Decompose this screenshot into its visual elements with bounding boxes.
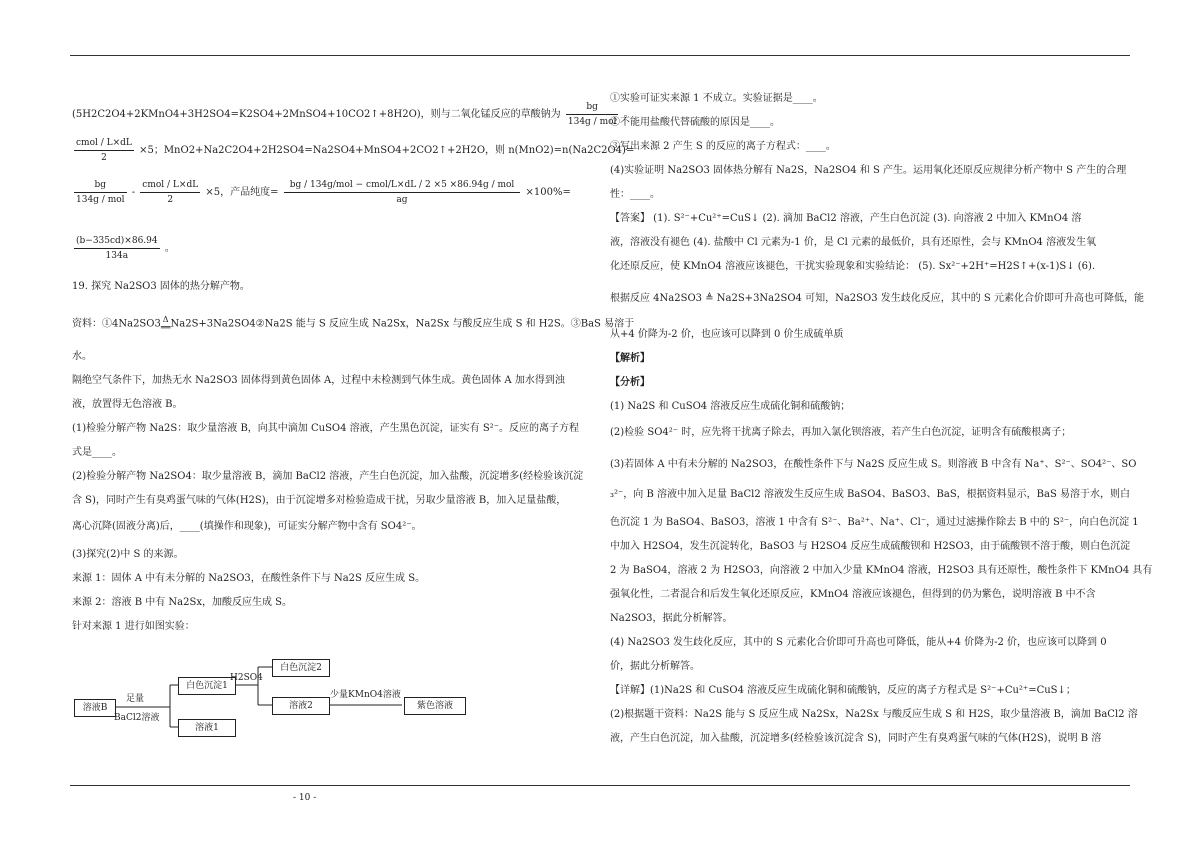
info-line: 资料：①4Na2SO3 Δ ══Na2S+3Na2SO4②Na2S 能与 S 反应生成 Na2Sx，Na2Sx 与酸反应生成 S 和 H2S。③BaS 易溶于: [72, 315, 635, 332]
analysis-subheading: 【分析】: [610, 377, 650, 388]
text-line: 2 为 BaSO4，溶液 2 为 H2SO3，向溶液 2 中加入少量 KMnO4 溶液，H2SO3 具有还原性，酸性条件下 KMnO4 具有: [610, 565, 1153, 576]
text-line: 来源 1：固体 A 中有未分解的 Na2SO3，在酸性条件下与 Na2S 反应生成 S。: [72, 573, 426, 584]
purity-fraction: $\frac{\text{bg / 134g/mol − cmol/L×dL / 2 ×5 ×86.94g / mol}}{ag}$: [284, 178, 521, 207]
text-line: 来源 2：溶液 B 中有 Na2Sx，加酸反应生成 S。: [72, 597, 293, 608]
bottom-rule: [70, 785, 1130, 786]
answer-line: 液，溶液没有褪色 (4). 盐酸中 Cl 元素为-1 价，是 Cl 元素的最低价，具有还原性，会与 KMnO4 溶液发生氧: [610, 237, 1097, 248]
text-line: 强氧化性，二者混合和后发生氧化还原反应，KMnO4 溶液应该褪色，但得到的仍为紫色，说明溶液 B 中不含: [610, 589, 1096, 600]
text-line: 液，产生白色沉淀，加入盐酸，沉淀增多(经检验该沉淀含 S)，同时产生有臭鸡蛋气味的气体(H2S)，说明 B 溶: [610, 733, 1102, 744]
text-line: 针对来源 1 进行如图实验：: [72, 621, 195, 632]
bacl2-label: BaCl2溶液: [114, 713, 160, 723]
fraction-bg-2: $\frac{bg}{\text{134g / mol}}$: [76, 180, 125, 205]
text-line: 离心沉降(固液分离)后，____(填操作和现象)，可证实分解产物中含有 SO4²⁻。: [72, 521, 422, 532]
formula-line-4: $\frac{(b-335cd)\times 86.94}{134a}$ 。: [76, 236, 175, 261]
text-line: (3)若固体 A 中有未分解的 Na2SO3，在酸性条件下与 Na2S 反应生成 S。则溶液 B 中含有 Na⁺、S²⁻、SO4²⁻、SO: [610, 459, 1137, 470]
heat-arrow: Δ ══: [160, 315, 171, 332]
text-line: ₃²⁻，向 B 溶液中加入足量 BaCl2 溶液发生反应生成 BaSO4、BaSO3、BaS，根据资料显示，BaS 易溶于水，则白: [610, 489, 1131, 500]
text-line: 性：____。: [610, 189, 660, 200]
text-line: (1) Na2S 和 CuSO4 溶液反应生成硫化铜和硫酸钠；: [610, 401, 851, 412]
white-precipitate-2-box: 白色沉淀2: [272, 659, 330, 677]
text-line: Na2SO3，据此分析解答。: [610, 613, 733, 624]
text-line: 式是____。: [72, 447, 122, 458]
formula-line-2: $\frac{\text{cmol / L×dL}}{2}$ ×5；MnO2+Na2C2O4+2H2SO4=Na2SO4+MnSO4+2CO2↑+2H2O，则 n(MnO2)=n(Na2C2O4)=: [76, 138, 635, 163]
fraction-c-d: $\frac{\text{cmol / L×dL}}{2}$: [76, 138, 132, 163]
answer-line: 【答案】 (1). S²⁻+Cu²⁺=CuS↓ (2). 滴加 BaCl2 溶液，产生白色沉淀 (3). 向溶液 2 中加入 KMnO4 溶: [610, 213, 1082, 224]
text-line: 液，放置得无色溶液 B。: [72, 399, 183, 410]
text-line: (1)检验分解产物 Na2S：取少量溶液 B，向其中滴加 CuSO4 溶液，产生黑色沉淀，证实有 S²⁻。反应的离子方程: [72, 423, 579, 434]
answer-line: 根据反应 4Na2SO3 ≜ Na2S+3Na2SO4 可知，Na2SO3 发生歧化反应，其中的 S 元素化合价即可升高也可降低，能: [610, 293, 1144, 304]
text-line: (3)探究(2)中 S 的来源。: [72, 549, 184, 560]
formula-line-3: $\frac{bg}{\text{134g / mol}}$ - $\frac{\text{cmol / L×dL}}{2}$ ×5，产品纯度= $\frac{\text{bg / 134g/mol − cmol/L×dL / 2 ×5 ×86.94g / mol}}{ag}$ ×100%=: [76, 180, 571, 205]
text-line: (4)实验证明 Na2SO3 固体热分解有 Na2S，Na2SO4 和 S 产生。运用氧化还原反应规律分析产物中 S 产生的合理: [610, 165, 1127, 176]
kmno4-label: 少量KMnO4溶液: [330, 690, 401, 700]
result-fraction: $\frac{(b-335cd)\times 86.94}{134a}$: [76, 236, 158, 261]
text-line: ①实验可证实来源 1 不成立。实验证据是____。: [610, 93, 823, 104]
text-line: ②不能用盐酸代替硫酸的原因是____。: [610, 117, 780, 128]
answer-line: 从+4 价降为-2 价，也应该可以降到 0 价生成硫单质: [610, 329, 844, 340]
answer-line: 化还原反应，使 KMnO4 溶液应该褪色，干扰实验现象和实验结论： (5). Sx²⁻+2H⁺=H2S↑+(x-1)S↓ (6).: [610, 261, 1096, 272]
info-line-2: 水。: [72, 351, 92, 362]
text-line: (2)检验分解产物 Na2SO4：取少量溶液 B，滴加 BaCl2 溶液，产生白色沉淀，加入盐酸，沉淀增多(经检验该沉淀: [72, 471, 584, 482]
solution-1-box: 溶液1: [178, 719, 236, 737]
experiment-diagram: [72, 655, 492, 745]
text-line: 色沉淀 1 为 BaSO4、BaSO3，溶液 1 中含有 S²⁻、Ba²⁺、Na⁺、Cl⁻，通过过滤操作除去 B 中的 S²⁻，向白色沉淀 1: [610, 517, 1139, 528]
analysis-heading: 【解析】: [610, 353, 650, 364]
text-line: 中加入 H2SO4，发生沉淀转化，BaSO3 与 H2SO4 反应生成硫酸钡和 H2SO3，由于硫酸钡不溶于酸，则白色沉淀: [610, 541, 1131, 552]
text-line: 价，据此分析解答。: [610, 661, 700, 672]
page-number: - 10 -: [293, 793, 317, 803]
text-line: (2)根据题干资料：Na2S 能与 S 反应生成 Na2Sx，Na2Sx 与酸反应生成 S 和 H2S，取少量溶液 B，滴加 BaCl2 溶: [610, 709, 1138, 720]
detail-line: 【详解】(1)Na2S 和 CuSO4 溶液反应生成硫化铜和硫酸钠，反应的离子方程式是 S²⁻+Cu²⁺=CuS↓；: [610, 685, 1076, 696]
solution-b-box: 溶液B: [74, 699, 116, 717]
h2so4-label: H2SO4: [230, 673, 263, 683]
text-line: ③写出来源 2 产生 S 的反应的离子方程式：____。: [610, 141, 836, 152]
text-line: (4) Na2SO3 发生歧化反应，其中的 S 元素化合价即可升高也可降低，能从+4 价降为-2 价，也应该可以降到 0: [610, 637, 1107, 648]
formula-line-1: (5H2C2O4+2KMnO4+3H2SO4=K2SO4+2MnSO4+10CO2↑+8H2O)，则与二氧化锰反应的草酸钠为 $\frac{bg}{\text{134g / mol}}$ 。: [72, 102, 634, 127]
fraction-c-d-2: $\frac{\text{cmol / L×dL}}{2}$: [142, 180, 199, 205]
text-line: 隔绝空气条件下，加热无水 Na2SO3 固体得到黄色固体 A，过程中未检测到气体生成。黄色固体 A 加水得到浊: [72, 375, 565, 386]
text-line: (2)检验 SO4²⁻ 时，应先将干扰离子除去，再加入氯化钡溶液，若产生白色沉淀，证明含有硫酸根离子；: [610, 427, 1072, 438]
white-precipitate-1-box: 白色沉淀1: [178, 677, 236, 695]
question-19: 19. 探究 Na2SO3 固体的热分解产物。: [72, 281, 250, 292]
purple-solution-box: 紫色溶液: [404, 697, 466, 715]
fraction-bg: $\frac{bg}{\text{134g / mol}}$: [567, 102, 617, 127]
excess-label: 足量: [126, 694, 145, 704]
text-line: 含 S)，同时产生有臭鸡蛋气味的气体(H2S)，由于沉淀增多对检验造成干扰，另取少量溶液 B，加入足量盐酸，: [72, 495, 567, 506]
solution-2-box: 溶液2: [272, 697, 330, 715]
top-rule: [70, 55, 1130, 56]
